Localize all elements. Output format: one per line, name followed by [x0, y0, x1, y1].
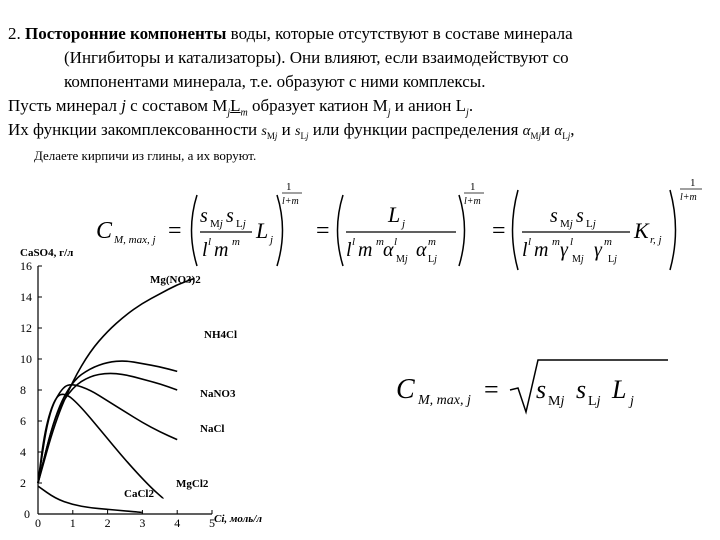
y-tick-label: 2 [20, 476, 26, 490]
formula2-C: C [396, 374, 415, 405]
var-j: j [121, 96, 126, 115]
text-segment: . [468, 96, 474, 115]
x-tick-label: 5 [209, 516, 215, 530]
K-symbol: K [634, 218, 649, 243]
origin-label: 0 [24, 507, 30, 521]
text-segment: Их функции закомплексованности [8, 120, 258, 139]
series-label: CaCl2 [124, 488, 154, 500]
series-label: MgCl2 [176, 478, 209, 490]
gamma-l: γ [594, 239, 602, 261]
text-segment: Пусть минерал [8, 96, 122, 115]
alpha-m-sub: Mj [396, 254, 408, 265]
s-m-symbol: $s_{Mj}$ [261, 124, 278, 141]
frac3-num2-sub: Lj [586, 218, 596, 230]
frac1-num2-sub: Lj [236, 218, 246, 230]
y-tick-label: 8 [20, 383, 26, 397]
frac3-den-m: m [534, 239, 549, 261]
formula-lhs-C: C [96, 218, 113, 244]
x-tick-label: 3 [139, 516, 146, 530]
functions-line: Их функции закомплексованности $s_{Mj}$ и $s_{Lj}$ или функции распределения $\alpha_{Mj}и$ $\alpha_{Lj}$, [8, 120, 575, 141]
text-segment: или функции распределения [312, 120, 519, 139]
alpha-l: α [416, 239, 427, 261]
frac1-den: l [202, 239, 208, 261]
note-text: Делаете кирпичи из глины, а их воруют. [34, 148, 257, 163]
exp-den: l+m [464, 196, 481, 207]
exp-den: l+m [680, 192, 697, 203]
text-segment: с составом M [125, 96, 228, 115]
paren-left [192, 195, 198, 266]
formula-lhs-sub: M, max, j [114, 234, 156, 246]
series-line-nacl [38, 385, 177, 483]
item-bold-term: Посторонние компоненты [25, 24, 227, 43]
equals-sign: = [168, 218, 182, 244]
item-rest: воды, которые отсутствуют в составе минерала [226, 24, 573, 43]
frac3-num: s [550, 205, 558, 227]
frac1-L-sub: j [270, 234, 274, 246]
item-2-line2: (Ингибиторы и катализаторы). Они влияют, если взаимодействуют со [64, 48, 569, 67]
series-label: Mg(NO3)2 [150, 274, 201, 286]
formula2-L-sub: j [630, 394, 634, 409]
series-line-nano3 [38, 373, 177, 483]
frac1-den-m: m [214, 239, 229, 261]
text-segment: и анион L [390, 96, 467, 115]
y-tick-label: 6 [20, 414, 26, 428]
formula2-s2: s [576, 375, 587, 404]
series-line-mgcl2 [38, 394, 163, 498]
exp-m: m [604, 236, 612, 248]
series-line-mgno32 [38, 278, 195, 483]
equals-sign-2: = [316, 218, 330, 244]
paren-left [338, 195, 344, 266]
exp-l: l [352, 236, 356, 248]
x-tick-label: 2 [104, 516, 111, 530]
gamma-m-sub: Mj [572, 254, 584, 265]
sub-j: j [227, 107, 231, 119]
formula2-sub: M, max, j [418, 393, 471, 408]
y-axis-label: CaSO4, г/л [20, 247, 74, 259]
x-tick-label: 4 [174, 516, 181, 530]
exp-l: l [528, 236, 532, 248]
solubility-chart [20, 247, 262, 530]
frac3-num-sub: Mj [560, 218, 573, 230]
frac3-den: l [522, 239, 528, 261]
text-segment: образует катион M [247, 96, 388, 115]
series-label: NaCl [200, 423, 225, 435]
formula2-L: L [612, 375, 627, 404]
K-sub: r, j [650, 234, 662, 246]
series-label: NH4Cl [204, 329, 237, 341]
exp-m: m [552, 236, 560, 248]
formula2-s1: s [536, 375, 547, 404]
exp-den: l+m [282, 196, 299, 207]
alpha-m-symbol: $\alpha_{Mj}$ [522, 123, 542, 141]
frac1-L: L [256, 218, 269, 243]
frac2-den-m: m [358, 239, 373, 261]
sub-m: m [240, 107, 248, 119]
frac2-num: L [388, 202, 401, 227]
y-tick-label: 14 [20, 290, 32, 304]
text-segment: и [281, 120, 291, 139]
frac1-num2: s [226, 205, 234, 227]
paren-left [513, 190, 519, 270]
formula2-s2-sub: Lj [588, 394, 601, 409]
y-tick-label: 16 [20, 259, 32, 273]
sub-j: j [387, 107, 391, 119]
exp-m: m [232, 236, 240, 248]
formula-cmax-sqrt [396, 360, 668, 412]
x-axis-label: Ci, моль/л [214, 513, 263, 525]
equals-sign-3: = [492, 218, 506, 244]
frac1-num-sub: Mj [210, 218, 223, 230]
exp-l: l [394, 236, 398, 248]
item-2-line3: компонентами минерала, т.е. образуют с ними комплексы. [64, 72, 486, 91]
alpha-l-symbol: $\alpha_{Lj}$ [554, 123, 571, 141]
series-curves [38, 278, 195, 512]
formula2-s1-sub: Mj [548, 394, 565, 409]
x-tick-label: 0 [35, 516, 41, 530]
exp-m: m [376, 236, 384, 248]
alpha-m: α [383, 239, 394, 261]
exp-l: l [208, 236, 212, 248]
formula2-equals: = [484, 375, 499, 404]
sub-j: j [466, 107, 469, 119]
alpha-l-sub: Lj [428, 254, 437, 265]
exp-1: 1 [286, 181, 292, 193]
series-label: NaNO3 [200, 388, 236, 400]
item-number: 2. [8, 24, 21, 43]
series-line-nh4cl [38, 361, 177, 483]
y-tick-label: 10 [20, 352, 32, 366]
frac3-num2: s [576, 205, 584, 227]
frac2-den: l [346, 239, 352, 261]
exp-1: 1 [470, 181, 476, 193]
gamma-m: γ [560, 239, 568, 261]
frac1-num: s [200, 205, 208, 227]
y-tick-label: 12 [20, 321, 32, 335]
paren-right [670, 190, 676, 270]
text-segment: L [230, 96, 241, 115]
y-tick-label: 4 [20, 445, 26, 459]
frac2-num-sub: j [402, 218, 406, 230]
series-labels [124, 274, 237, 500]
exp-l: l [570, 236, 574, 248]
formula-cmax [96, 177, 702, 270]
x-tick-label: 1 [69, 516, 76, 530]
text-segment: и [541, 120, 551, 139]
s-l-symbol: $s_{Lj}$ [295, 124, 309, 141]
exp-1: 1 [690, 177, 696, 189]
exp-m: m [428, 236, 436, 248]
gamma-l-sub: Lj [608, 254, 617, 265]
